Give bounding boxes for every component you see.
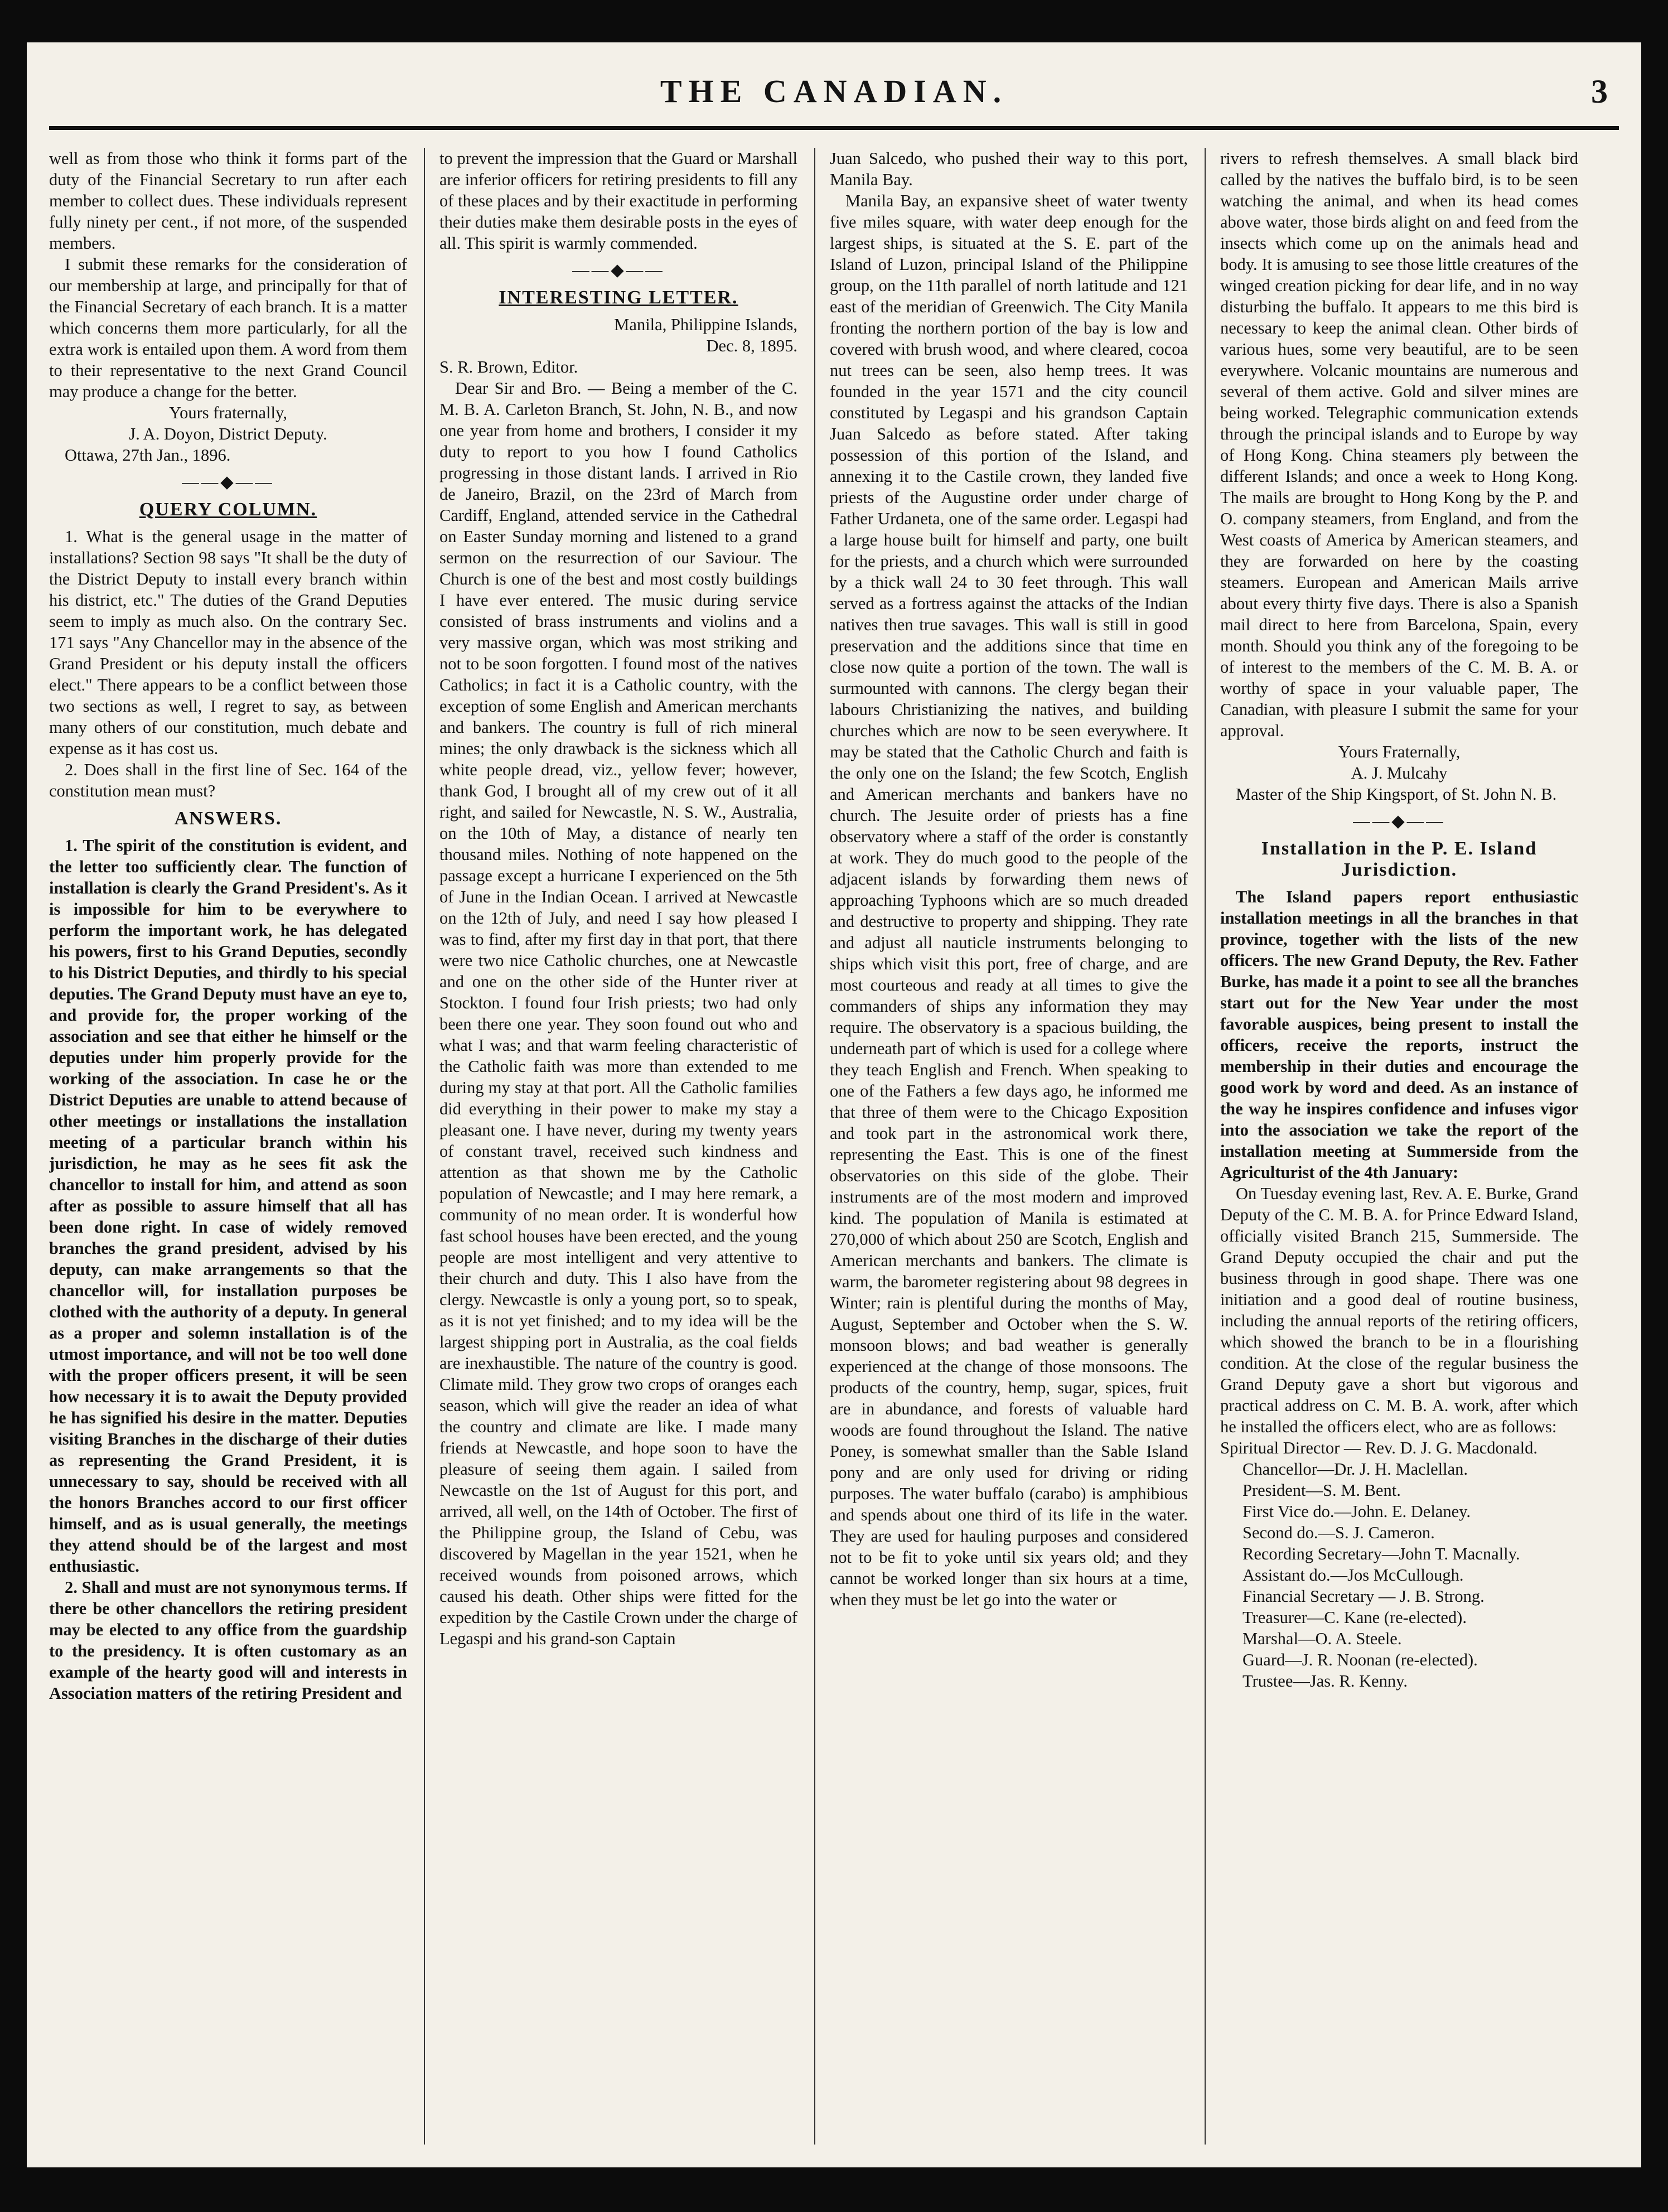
officer-entry: Financial Secretary — J. B. Strong. <box>1242 1587 1485 1606</box>
separator: ——◆—— <box>1353 812 1445 830</box>
column-divider <box>1205 148 1206 2145</box>
column-1 <box>49 148 407 2145</box>
letter-continuation: well as from those who think it forms part of the duty of the Financial Secretary to run after each member to collect dues. These individuals represent fully ninety per cent., if not more, of the suspended members. <box>49 149 407 253</box>
letter-date: Dec. 8, 1895. <box>706 336 797 355</box>
officer-entry: Guard—J. R. Noonan (re-elected). <box>1242 1650 1478 1669</box>
letter-place: Manila, Philippine Islands, <box>614 315 797 334</box>
answer-1: 1. The spirit of the constitution is evident, and the letter too sufficiently clear. The function of installation is clearly the Grand President's. As it is impossible for him to be everywhere to perform the important work, he has delegated his powers, first to his Grand Deputies, secondly to his District Deputies, and thirdly to his special deputies. The Grand Deputy must have an eye to, and provide for, the proper working of the association and see that either he himself or the deputies under him properly provide for the working of the association. In case he or the District Deputies are unable to attend because of other meetings or installations the installation meeting of a particular branch within his jurisdiction, he may as he sees fit ask the chancellor to install for him, and attend as soon after as possible to assure himself that all has been done right. In case of widely removed branches the grand president, advised by his deputy, can make arrangements so that the chancellor will, for installation purposes be clothed with the authority of a deputy. In general as a proper and solemn installation is of the utmost importance, and will not be too well done with the proper officers present, it will be seen how necessary it is to await the Deputy provided he has signified his desire in the matter. Deputies visiting Branches in the discharge of their duties as representing the Grand President, it is unnecessary to say, should be received with all the honors Branches accord to our first officer himself, and as is usual generally, the meetings they attend should be of the largest and most enthusiastic. <box>49 836 407 1576</box>
column-4 <box>1220 148 1578 2145</box>
letter-continuation: Juan Salcedo, who pushed their way to this port, Manila Bay. <box>830 149 1188 189</box>
article-continuation: to prevent the impression that the Guard or Marshall are inferior officers for retiring presidents to fill any of these places and by their exactitude in performing their duties make them desirable posts in the eyes of all. This spirit is warmly commended. <box>439 149 797 253</box>
answer-2: 2. Shall and must are not synonymous terms. If there be other chancellors the retiring president may be elected to any office from the guardship to the presidency. It is often customary as an example of the hearty good will and interests in Association matters of the retiring President and <box>49 1578 407 1703</box>
masthead-rule <box>49 126 1619 130</box>
separator: ——◆—— <box>572 260 665 279</box>
dateline: Ottawa, 27th Jan., 1896. <box>65 446 231 465</box>
paragraph: The Island papers report enthusiastic installation meetings in all the branches in that province, together with the lists of the new officers. The new Grand Deputy, the Rev. Father Burke, has made it a point to see all the branches start out for the New Year under the most favorable auspices, being present to install the officers, receive the reports, instruct the membership in their duties and encourage the good work by word and deed. As an instance of the way he inspires confidence and infuses vigor into the association we take the report of the installation meeting at Summerside from the Agriculturist of the 4th January: <box>1220 887 1578 1182</box>
closing: Yours fraternally, <box>169 403 287 422</box>
newspaper-page <box>27 22 1641 2186</box>
masthead <box>49 73 1619 134</box>
section-heading-answers: ANSWERS. <box>174 808 282 829</box>
officer-entry: Treasurer—C. Kane (re-elected). <box>1242 1608 1467 1627</box>
column-2 <box>439 148 797 2145</box>
separator: ——◆—— <box>182 472 274 491</box>
officers-list <box>1220 1437 1578 1692</box>
officer-entry: Assistant do.—Jos McCullough. <box>1242 1566 1464 1585</box>
signature: A. J. Mulcahy <box>1351 764 1448 783</box>
page-number: 3 <box>1591 73 1608 110</box>
signature-title: Master of the Ship Kingsport, of St. John N. B. <box>1236 785 1557 804</box>
officer-entry: Second do.—S. J. Cameron. <box>1242 1523 1435 1542</box>
officer-entry: Recording Secretary—John T. Macnally. <box>1242 1544 1520 1563</box>
letter-addressee: S. R. Brown, Editor. <box>439 358 578 376</box>
scan-edge-top <box>27 22 1641 42</box>
paragraph: On Tuesday evening last, Rev. A. E. Burke, Grand Deputy of the C. M. B. A. for Prince Edward Island, officially visited Branch 215, Summerside. The Grand Deputy occupied the chair and put the business through in good shape. There was one initiation and a good deal of routine business, including the annual reports of the retiring officers, which showed the branch to be in a flourishing condition. At the close of the regular business the Grand Deputy gave a short but vigorous and practical address on C. M. B. A. work, after which he installed the officers elect, who are as follows: <box>1220 1184 1578 1436</box>
section-heading-installation: Installation in the P. E. Island Jurisdiction. <box>1261 838 1538 880</box>
section-heading-interesting-letter: INTERESTING LETTER. <box>499 287 738 308</box>
officer-entry: First Vice do.—John. E. Delaney. <box>1242 1502 1471 1521</box>
column-divider <box>814 148 815 2145</box>
officer-entry: President—S. M. Bent. <box>1242 1481 1401 1500</box>
column-divider <box>424 148 425 2145</box>
letter-body-manila: Manila Bay, an expansive sheet of water twenty five miles square, with water deep enough for the largest ships, is situated at the S. E. part of the Island of Luzon, principal Island of the Philippine group, on the 11th parallel of north latitude and 121 east of the meridian of Greenwich. The City Manila fronting the northern portion of the bay is low and covered with brush wood, and where cleared, cocoa nut trees can be seen, also hemp trees. It was founded in the year 1571 and the city council constituted by Legaspi and his grandson Captain Juan Salcedo as before stated. After taking possession of this portion of the Island, and annexing it to the Castile crown, they landed five priests of the Augustine order under charge of Father Urdaneta, one of the same order. Legaspi had a large house built for himself and party, one built for the priests, and a church which were surrounded by a thick wall 24 to 30 feet through. This wall served as a fortress against the attacks of the Indian natives then true savages. This wall is still in good preservation and the additions since that time en close now quite a portion of the town. The wall is surmounted with cannons. The clergy began their labours Christianizing the natives, and building churches which are now to be seen everywhere. It may be stated that the Catholic Church and faith is the only one on the Island; the few Scotch, English and American merchants and bankers have no church. The Jesuite order of priests has a fine observatory where a staff of the order is constantly at work. They do much good to the people of the adjacent islands by forwarding them news of approaching Typhoons which are so much dreaded and destructive to property and shipping. They rate and adjust all nauticle instruments belonging to ships which visit this port, free of charge, and are most courteous and ready at all times to give the commanders of ships any information they may require. The observatory is a spacious building, the underneath part of which is used for a college where they teach English and French. When speaking to one of the Fathers a few days ago, he informed me that three of them were to the Chicago Exposition and took part in the astronomical work there, representing the East. This is one of the finest observatories on this side of the globe. Their instruments are of the most modern and improved kind. The population of Manila is estimated at 270,000 of which about 250 are Scotch, English and American merchants and bankers. The climate is warm, the barometer registering about 98 degrees in Winter; rain is plentiful during the months of May, August, September and October when the S. W. monsoon blows; and bad weather is generally experienced at the change of those monsoons. The products of the country, hemp, sugar, spices, fruit are in abundance, and forests of valuable hard woods are found throughout the Island. The native Poney, is somewhat smaller than the Sable Island pony and are only used for driving or riding purposes. The water buffalo (carabo) is amphibious and spends about one third of its life in the water. They are used for hauling purposes and considered not to be fit to yoke until six years old; and they cannot be worked longer than six hours at a time, when they must be let go into the water or <box>830 191 1188 1609</box>
section-heading-query-column: QUERY COLUMN. <box>139 499 317 520</box>
officer-entry: Chancellor—Dr. J. H. Maclellan. <box>1242 1460 1468 1479</box>
question-2: 2. Does shall in the first line of Sec. 164 of the constitution mean must? <box>49 760 407 800</box>
signature: J. A. Doyon, District Deputy. <box>129 424 327 443</box>
column-3 <box>830 148 1188 2145</box>
scan-edge-bottom <box>27 2167 1641 2186</box>
letter-body: Dear Sir and Bro. — Being a member of the C. M. B. A. Carleton Branch, St. John, N. B., and now one year from home and brothers, I consider it my duty to report to you how I found Catholics progressing in those distant lands. I arrived in Rio de Janeiro, Brazil, on the 23rd of March from Cardiff, England, attended service in the Cathedral on Easter Sunday morning and listened to a grand sermon on the resurrection of our Saviour. The Church is one of the best and most costly buildings I have ever entered. The music during service consisted of brass instruments and violins and a very massive organ, which was most striking and not to be soon forgotten. I found most of the natives Catholics; in fact it is a Catholic country, with the exception of some English and American merchants and bankers. The country is full of rich mineral mines; the only drawback is the sickness which all white people dread, viz., yellow fever; however, thank God, I brought all of my crew out of it all right, and sailed for Newcastle, N. S. W., Australia, on the 10th of May, a distance of nearly ten thousand miles. Nothing of note happened on the passage except a hurricane I experienced on the 5th of June in the Indian Ocean. I arrived at Newcastle on the 12th of July, and need I say how pleased I was to find, after my first day in that port, that there were two nice Catholic churches, one at Newcastle and one on the other side of the Hunter river at Stockton. I found four Irish priests; two had only been there one year. They soon found out who and what I was; and that warm feeling characteristic of the Catholic faith was more than extended to me during my stay at that port. All the Catholic families did everything in their power to make my stay a pleasant one. I have never, during my twenty years of constant travel, received such kindness and attention as that shown me by the Catholic population of Newcastle; and I may here remark, a community of no mean order. It is wonderful how fast school houses have been erected, and the young people are most intelligent and very attentive to their church and duty. This I also have from the clergy. Newcastle is only a young port, so to speak, as it is not yet finished; and to my idea will be the largest shipping port in Australia, as the coal fields are inexhaustible. The nature of the country is good. Climate mild. They grow two crops of oranges each season, which will give the reader an idea of what the country and climate are like. I made many friends at Newcastle, and hope soon to have the pleasure of seeing them again. I sailed from Newcastle on the 1st of August for this port, and arrived, all well, on the 14th of October. The first of the Philippine group, the Island of Cebu, was discovered by Magellan in the year 1521, when he received wounds from poisoned arrows, which caused his death. Other ships were fitted for the expedition by the Castile Crown under the charge of Legaspi and his grand-son Captain <box>439 379 797 1648</box>
newspaper-title: THE CANADIAN. <box>660 73 1008 109</box>
letter-continuation: rivers to refresh themselves. A small black bird called by the natives the buffalo bird, is to be seen watching the animal, and when its head comes above water, those birds alight on and feed from the insects which come up on the animals head and body. It is amusing to see those little creatures of the winged creation picking for dear life, and in no way disturbing the buffalo. It appears to me this bird is necessary to keep the animal clean. Other birds of various hues, some very beautiful, are to be seen everywhere. Volcanic mountains are numerous and several of them active. Gold and silver mines are being worked. Telegraphic communication extends through the principal islands and to Europe by way of Hong Kong. China steamers ply between the different Islands; and once a week to Hong Kong. The mails are brought to Hong Kong by the P. and O. company steamers, from England, and from the West coasts of America by American steamers, and they are forwarded on here by the coasting steamers. European and American Mails arrive about every thirty five days. There is also a Spanish mail direct to here from Barcelona, Spain, every month. Should you think any of the foregoing to be of interest to the members of the C. M. B. A. or worthy of space in your valuable paper, The Canadian, with pleasure I submit the same for your approval. <box>1220 149 1578 740</box>
officer-entry: Spiritual Director — Rev. D. J. G. Macdonald. <box>1220 1438 1538 1457</box>
paragraph: I submit these remarks for the consideration of our membership at large, and principally for that of the Financial Secretary of each branch. It is a matter which concerns them more particularly, for all the extra work is entailed upon them. A word from them to their representative to the next Grand Council may produce a change for the better. <box>49 255 407 401</box>
officer-entry: Marshal—O. A. Steele. <box>1242 1629 1402 1648</box>
closing: Yours Fraternally, <box>1338 742 1461 761</box>
officer-entry: Trustee—Jas. R. Kenny. <box>1242 1672 1408 1691</box>
question-1: 1. What is the general usage in the matter of installations? Section 98 says "It shall be the duty of the District Deputy to install every branch within his district, etc." The duties of the Grand Deputies seem to imply as much also. On the contrary Sec. 171 says "Any Chancellor may in the absence of the Grand President or his deputy install the officers elect." There appears to be a conflict between those two sections as well, I regret to say, as between many others of our constitution, much debate and expense as it has cost us. <box>49 527 407 758</box>
